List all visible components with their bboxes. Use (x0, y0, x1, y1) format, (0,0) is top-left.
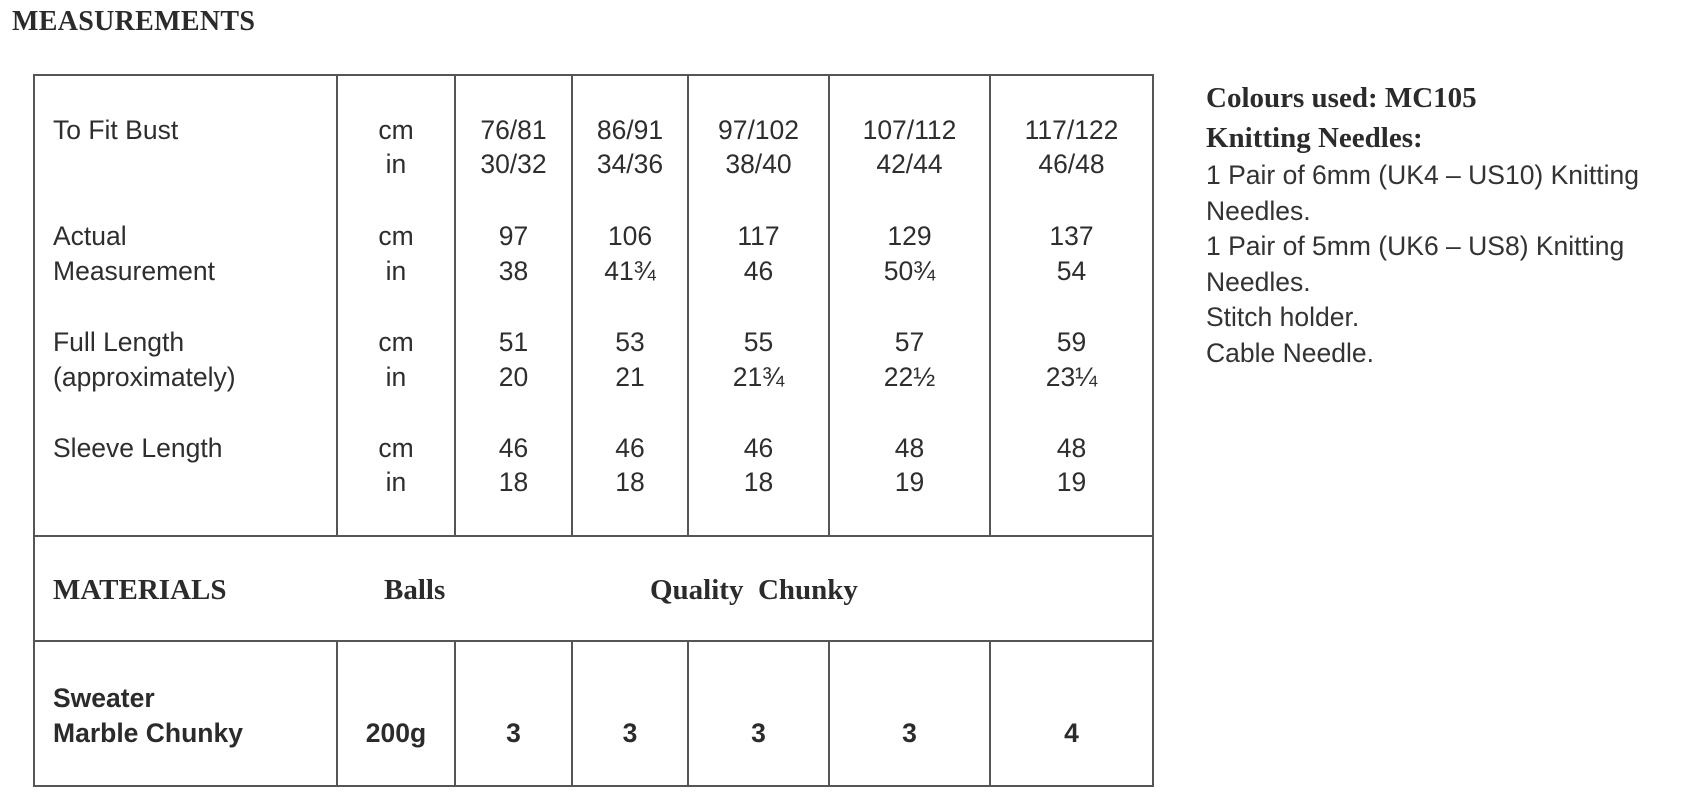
cell-value: 129 (887, 221, 932, 251)
page-title: MEASUREMENTS (12, 6, 256, 37)
unit-in: in (385, 149, 407, 179)
needle-line: 1 Pair of 6mm (UK4 – US10) Knitting (1206, 160, 1640, 190)
cell-value: 53 (615, 327, 645, 357)
cable-needle-line: Cable Needle. (1206, 337, 1374, 368)
cell-value: 38 (498, 256, 529, 286)
cell-value: 21¾ (732, 362, 785, 392)
ball-weight: 200g (365, 718, 427, 748)
row-label-approximately: (approximately) (53, 362, 236, 392)
cell-value: 117 (737, 221, 780, 251)
notes-panel (1206, 78, 1696, 371)
unit-in: in (385, 256, 407, 286)
ball-count: 3 (902, 718, 917, 748)
size-cm: 107/112 (862, 115, 957, 145)
needle-line: 1 Pair of 5mm (UK6 – US8) Knitting (1206, 231, 1625, 261)
cell-value: 55 (743, 327, 774, 357)
cell-value: 19 (894, 467, 925, 497)
stitch-holder-line: Stitch holder. (1206, 302, 1360, 332)
cell-value: 46 (615, 433, 645, 463)
cell-value: 46 (743, 433, 774, 463)
size-cm: 86/91 (596, 115, 664, 145)
size-in: 42/44 (876, 149, 943, 179)
item-yarn: Marble Chunky (53, 718, 243, 748)
cell-value: 46 (743, 256, 774, 286)
size-cm: 76/81 (480, 115, 547, 145)
unit-cm: cm (378, 221, 414, 251)
quality-label: Quality Chunky (650, 574, 858, 606)
cell-value: 51 (498, 327, 529, 357)
ball-count: 3 (751, 718, 766, 748)
needle-line: Needles. (1206, 266, 1311, 297)
unit-cm: cm (378, 327, 414, 357)
cell-value: 46 (498, 433, 529, 463)
cell-value: 106 (607, 221, 653, 251)
cell-value: 18 (743, 467, 774, 497)
row-label-measurement: Measurement (53, 256, 216, 286)
size-in: 46/48 (1038, 149, 1105, 179)
unit-in: in (385, 467, 407, 497)
unit-cm: cm (378, 115, 414, 145)
row-label-actual: Actual (53, 221, 127, 251)
ball-count: 3 (506, 718, 521, 748)
size-in: 38/40 (725, 149, 792, 179)
cell-value: 19 (1056, 467, 1087, 497)
cell-value: 48 (1056, 433, 1087, 463)
cell-value: 41¾ (604, 256, 656, 286)
cell-value: 48 (894, 433, 925, 463)
cell-value: 23¼ (1045, 362, 1098, 392)
cell-value: 22½ (883, 362, 936, 392)
unit-cm: cm (378, 433, 414, 463)
balls-label: Balls (384, 574, 446, 606)
needles-title: Knitting Needles: (1206, 122, 1423, 154)
size-cm: 117/122 (1024, 115, 1119, 145)
cell-value: 97 (498, 221, 529, 251)
cell-value: 54 (1056, 256, 1087, 286)
needle-line: Needles. (1206, 195, 1311, 226)
row-label-full-length: Full Length (53, 327, 185, 357)
ball-count: 3 (622, 718, 638, 748)
unit-in: in (385, 362, 407, 392)
size-in: 34/36 (596, 149, 664, 179)
materials-title: MATERIALS (53, 574, 227, 606)
cell-value: 50¾ (883, 256, 936, 286)
cell-value: 59 (1056, 327, 1087, 357)
ball-count: 4 (1064, 718, 1079, 748)
row-label-to-fit-bust: To Fit Bust (53, 115, 179, 145)
cell-value: 18 (498, 467, 529, 497)
colours-used: Colours used: MC105 (1206, 82, 1477, 114)
cell-value: 21 (615, 362, 645, 392)
cell-value: 137 (1049, 221, 1094, 251)
row-label-sleeve-length: Sleeve Length (53, 433, 223, 463)
cell-value: 20 (498, 362, 529, 392)
cell-value: 18 (615, 467, 645, 497)
size-cm: 97/102 (717, 115, 800, 145)
size-in: 30/32 (480, 149, 547, 179)
item-name: Sweater (53, 683, 155, 713)
cell-value: 57 (894, 327, 925, 357)
